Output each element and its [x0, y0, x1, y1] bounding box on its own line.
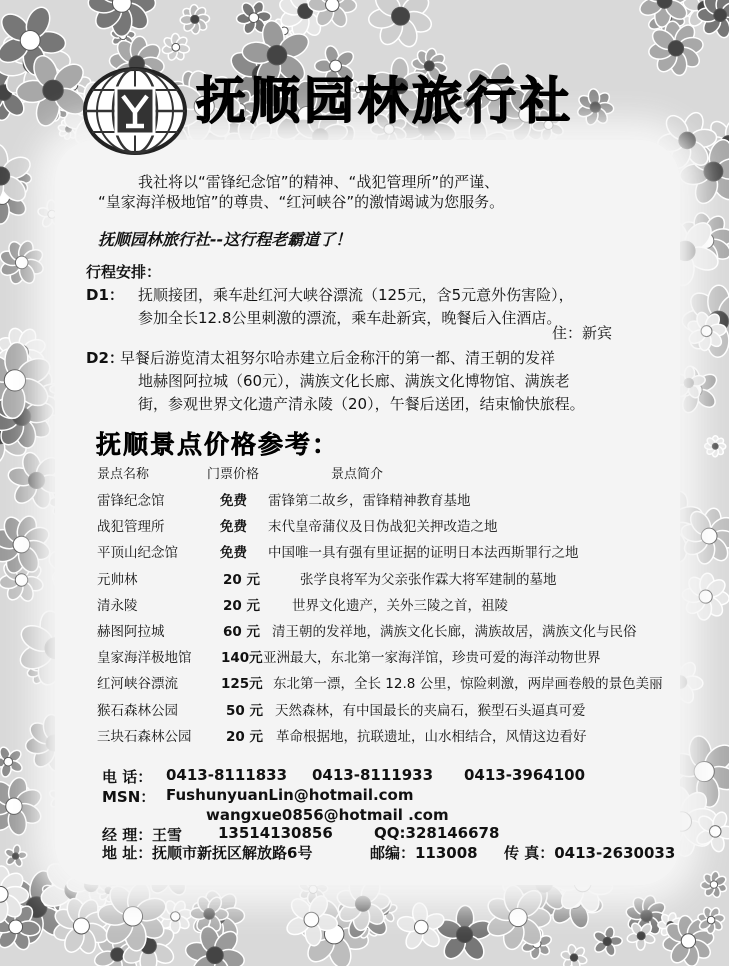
manager-name: 王雪 — [152, 826, 183, 844]
day-2-line-3: 街，参观世界文化遗产清永陵（20），午餐后送团，结束愉快旅程。 — [138, 395, 585, 413]
ticket-price: 60 元 — [223, 624, 260, 640]
day-1-stay: 住：新宾 — [552, 324, 613, 342]
spot-name: 平顶山纪念馆 — [97, 545, 178, 562]
spot-name: 元帅林 — [97, 571, 138, 588]
spot-description: 天然森林，有中国最长的夹扁石，猴型石头逼真可爱 — [275, 702, 586, 719]
spot-description: 世界文化遗产，关外三陵之首，祖陵 — [292, 597, 508, 614]
postcode: 邮编：113008 — [370, 844, 478, 862]
globe-logo-icon — [82, 66, 188, 156]
slogan: 抚顺园林旅行社--这行程老霸道了！ — [98, 230, 352, 249]
msn-1: FushunyuanLin@hotmail.com — [166, 786, 414, 804]
spot-description: 东北第一漂，全长 12.8 公里，惊险刺激，两岸画卷般的景色美丽 — [273, 676, 663, 693]
spot-description: 清王朝的发祥地，满族文化长廊，满族故居，满族文化与民俗 — [272, 624, 637, 640]
spot-name: 红河峡谷漂流 — [97, 676, 178, 693]
phone-label: 电 话： — [102, 768, 153, 786]
day-2-key: D2： — [86, 349, 124, 367]
intro-paragraph — [98, 172, 658, 212]
spot-name: 战犯管理所 — [97, 519, 165, 536]
msn-label: MSN： — [102, 788, 156, 806]
day-2-line-2: 地赫图阿拉城（60元），满族文化长廊、满族文化博物馆、满族老 — [138, 372, 570, 390]
header-desc: 景点简介 — [331, 467, 384, 482]
spot-description: 雷锋第二故乡，雷锋精神教育基地 — [268, 493, 471, 509]
ticket-price: 50 元 — [226, 702, 263, 719]
ticket-price: 20 元 — [226, 728, 263, 745]
address-label: 地 址： — [102, 844, 153, 862]
spot-description: 革命根据地，抗联遗址，山水相结合，风情这边看好 — [276, 728, 587, 745]
spot-name: 三块石森林公园 — [97, 728, 192, 745]
day-2-line-1: 早餐后游览清太祖努尔哈赤建立后金称汗的第一都、清王朝的发祥 — [120, 349, 556, 367]
intro-line-1: 我社将以“雷锋纪念馆”的精神、“战犯管理所”的严谨、 — [138, 173, 500, 191]
spot-name: 赫图阿拉城 — [97, 624, 165, 640]
spot-name: 猴石森林公园 — [97, 702, 178, 719]
intro-line-2: “皇家海洋极地馆”的尊贵、“红河峡谷”的激情竭诚为您服务。 — [98, 193, 505, 211]
ticket-price: 20 元 — [223, 571, 260, 588]
address: 抚顺市新抚区解放路6号 — [152, 844, 313, 862]
manager-label: 经 理： — [102, 826, 153, 844]
spot-description: 末代皇帝蒲仪及日伪战犯关押改造之地 — [268, 519, 498, 536]
ticket-price: 免费 — [220, 493, 247, 509]
qq-number: QQ:328146678 — [374, 824, 500, 842]
spot-name: 清永陵 — [97, 597, 138, 614]
ticket-price: 125元 — [221, 676, 263, 693]
spot-description: 张学良将军为父亲张作霖大将军建制的墓地 — [300, 571, 557, 588]
ticket-price: 免费 — [220, 519, 247, 536]
phone-1: 0413-8111833 — [166, 766, 288, 784]
manager-phone: 13514130856 — [218, 824, 333, 842]
header-name: 景点名称 — [97, 467, 150, 482]
ticket-price: 140元 — [221, 650, 263, 667]
spot-description: 中国唯一具有强有里证据的证明日本法西斯罪行之地 — [268, 545, 579, 562]
phone-2: 0413-8111933 — [312, 766, 434, 784]
price-section-title: 抚顺景点价格参考： — [96, 430, 340, 459]
day-1-line-1: 抚顺接团，乘车赴红河大峡谷漂流（125元，含5元意外伤害险）， — [138, 286, 574, 304]
spot-name: 雷锋纪念馆 — [97, 493, 165, 509]
header-price: 门票价格 — [207, 467, 260, 482]
msn-2: wangxue0856@hotmail .com — [206, 806, 449, 824]
spot-name: 皇家海洋极地馆 — [97, 650, 192, 667]
day-1-key: D1： — [86, 286, 124, 304]
ticket-price: 20 元 — [223, 597, 260, 614]
itinerary-heading: 行程安排： — [86, 263, 162, 281]
ticket-price: 免费 — [220, 545, 247, 562]
fax: 传 真：0413-2630033 — [504, 844, 676, 862]
day-1-line-2: 参加全长12.8公里刺激的漂流，乘车赴新宾，晚餐后入住酒店。 — [138, 309, 562, 327]
phone-3: 0413-3964100 — [464, 766, 586, 784]
spot-description: 亚洲最大，东北第一家海洋馆，珍贵可爱的海洋动物世界 — [263, 650, 601, 667]
agency-title: 抚顺园林旅行社 — [196, 72, 574, 130]
